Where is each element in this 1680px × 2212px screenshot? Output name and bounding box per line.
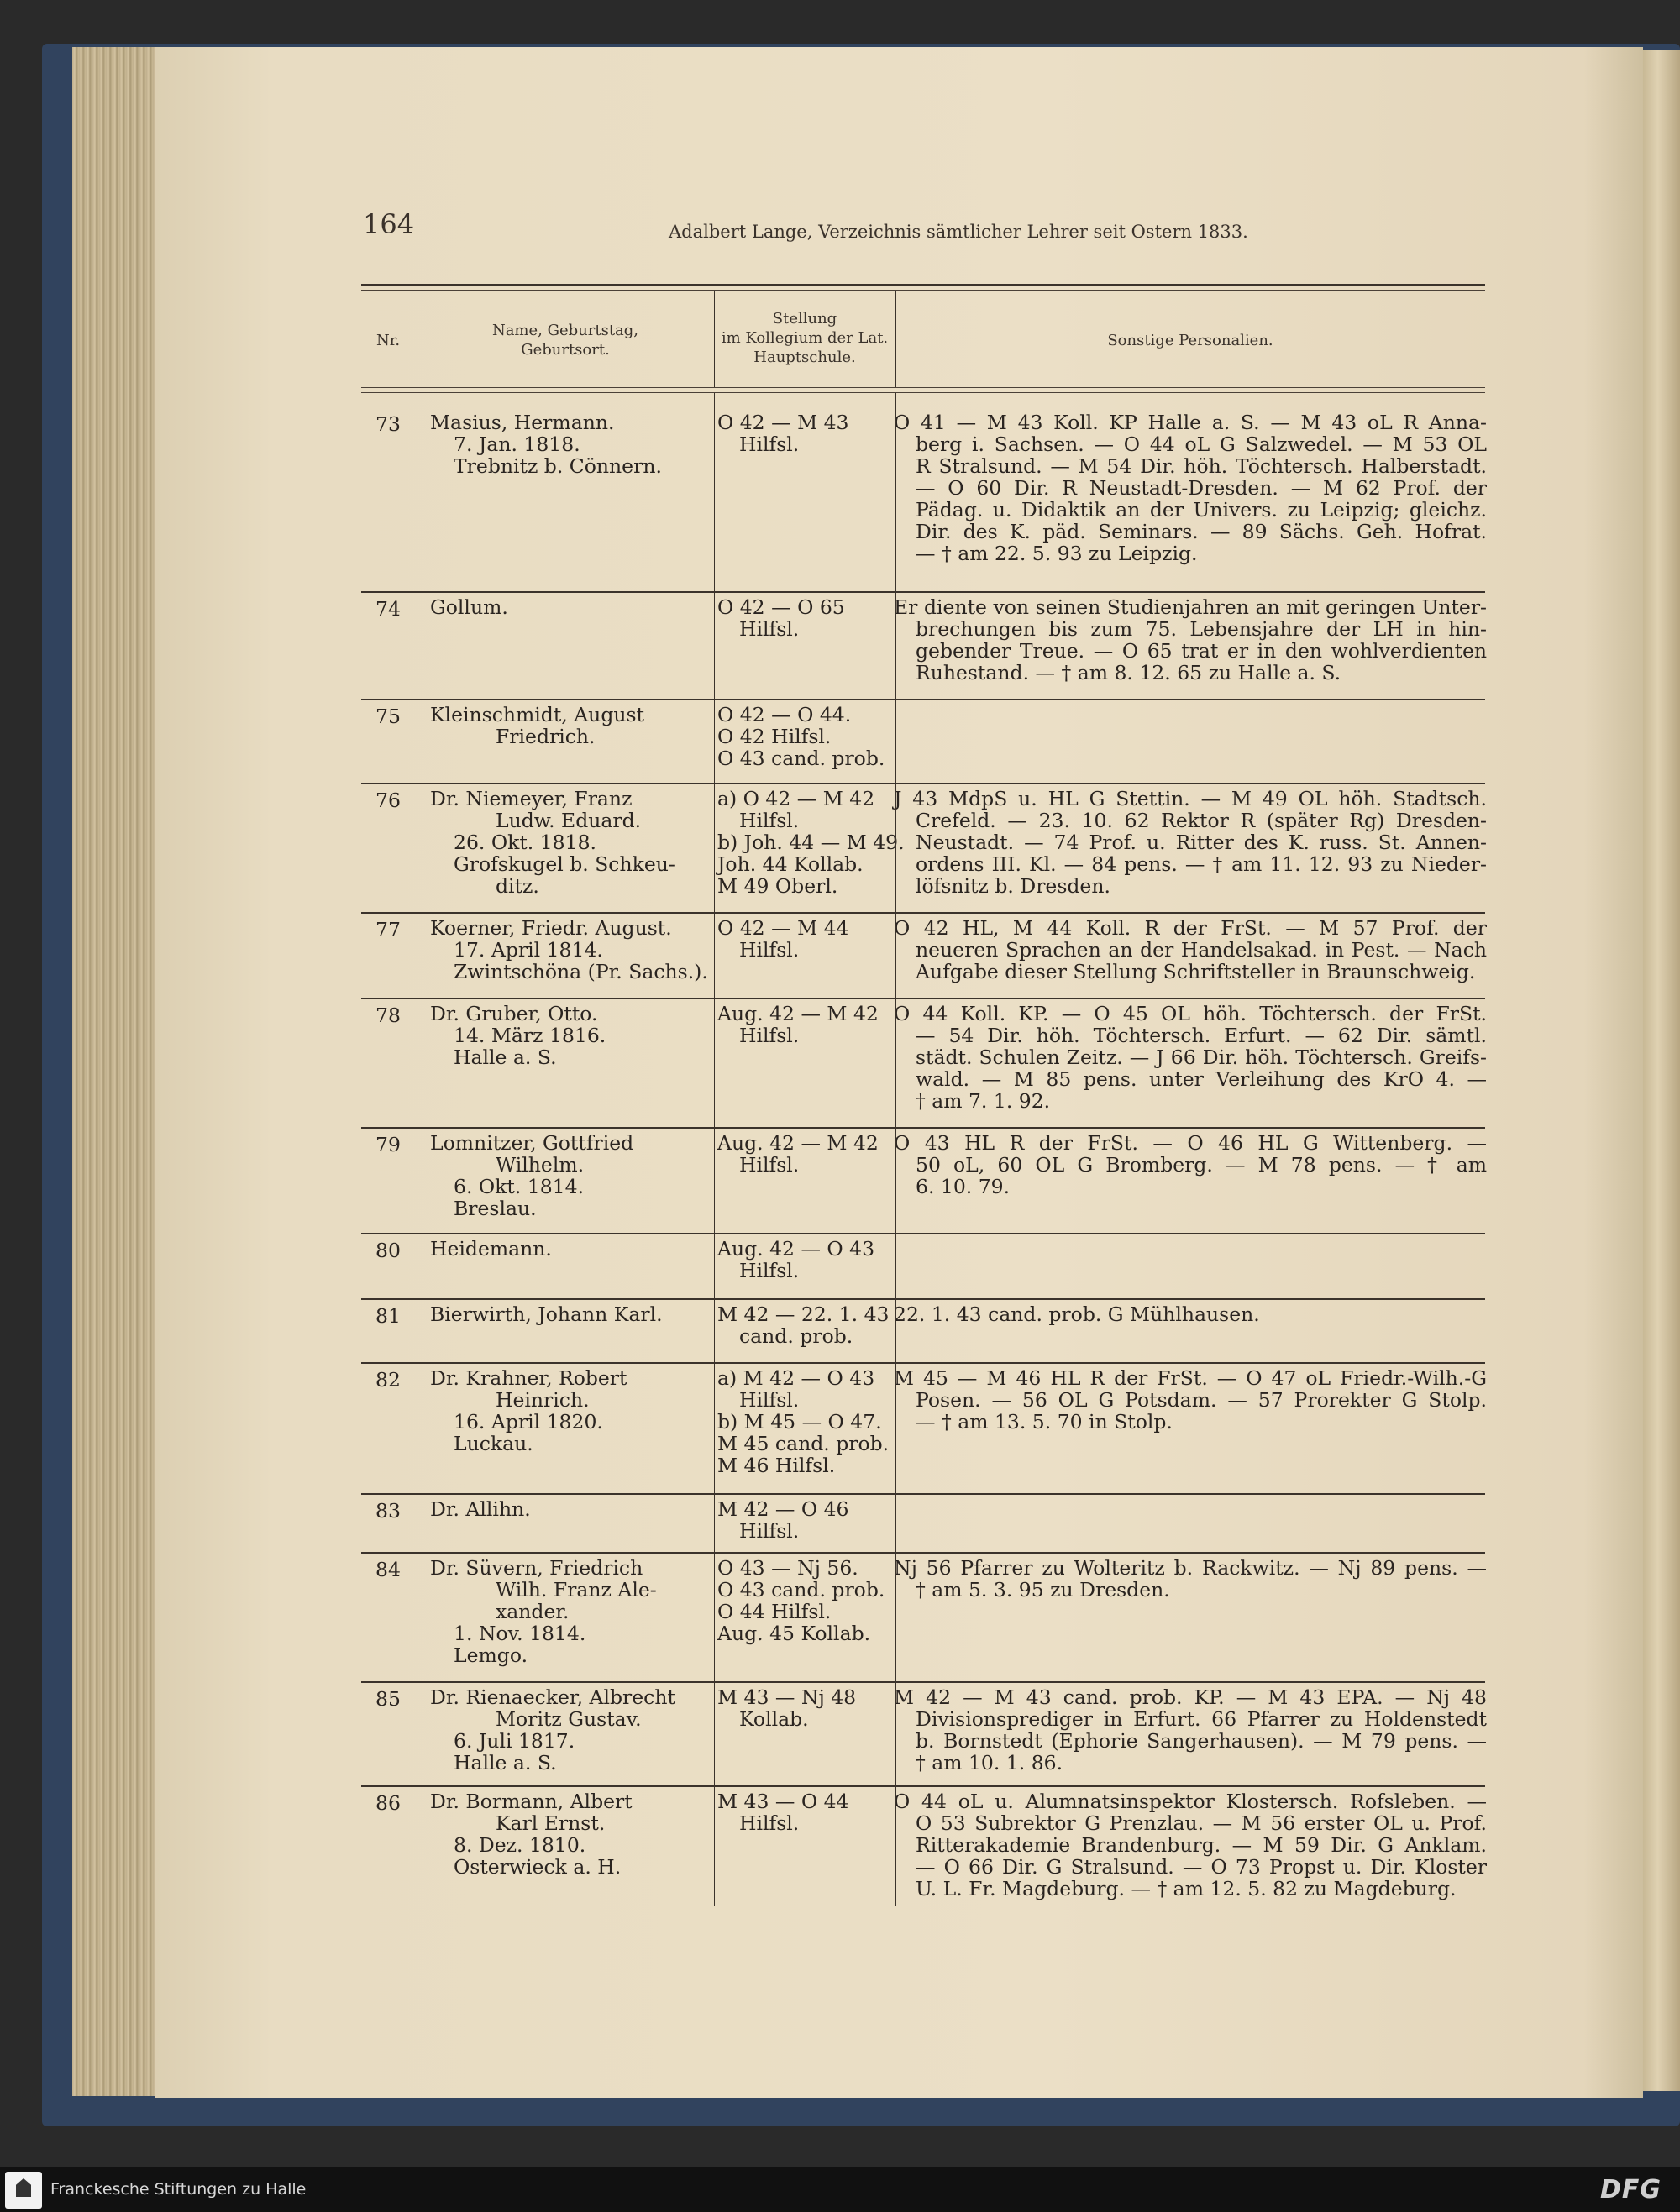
position-line: Aug. 42 — M 42 (717, 1002, 879, 1025)
position-line: O 42 — M 44 (717, 916, 849, 940)
position-line: Aug. 42 — O 43 (717, 1237, 875, 1261)
row-separator (361, 591, 1485, 593)
row-number: 78 (375, 1004, 401, 1027)
teacher-detail-line: Ludw. Eduard. (496, 809, 642, 832)
row-separator (361, 912, 1485, 914)
personal-details-line: O 44 Koll. KP. — O 45 OL höh. Töchtersch. der FrSt. (894, 1002, 1487, 1025)
table-top-rule (361, 284, 1485, 286)
teacher-detail-line: xander. (496, 1600, 570, 1623)
teacher-name: Koerner, Friedr. August. (430, 916, 672, 940)
footer-institution[interactable]: Franckesche Stiftungen zu Halle (50, 2180, 307, 2199)
teacher-name-cell (430, 1367, 707, 1455)
teacher-name-cell (430, 917, 707, 983)
header-bottom-rule-thin (361, 387, 1485, 388)
personal-details-line: brechungen bis zum 75. Lebensjahre der LH in hin- (916, 617, 1487, 641)
row-number: 82 (375, 1368, 401, 1392)
teacher-detail-line: Osterwieck a. H. (454, 1855, 622, 1879)
teacher-name-cell (430, 1132, 707, 1219)
position-line: O 42 — M 43 (717, 411, 849, 434)
header-stellung-line-3: Hauptschule. (753, 349, 856, 366)
personal-details-line: — O 60 Dir. R Neustadt-Dresden. — M 62 Prof. der (916, 476, 1487, 500)
row-separator (361, 998, 1485, 999)
teacher-name-cell (430, 1557, 707, 1666)
teacher-name-cell (430, 1238, 707, 1260)
personal-details-line: Neustadt. — 74 Prof. u. Ritter des K. russ. St. Annen- (916, 831, 1487, 854)
column-divider-3 (895, 393, 896, 1906)
teacher-detail-line: 14. März 1816. (454, 1024, 606, 1047)
personal-details-cell (894, 1003, 1487, 1112)
position-line: M 42 — 22. 1. 43 (717, 1303, 890, 1326)
position-line: Hilfsl. (739, 1388, 800, 1412)
position-cell (717, 917, 894, 961)
personal-details-cell (894, 1686, 1487, 1774)
position-line: a) O 42 — M 42 (717, 787, 875, 810)
personal-details-line: berg i. Sachsen. — O 44 oL G Salzwedel. — M 53 OL (916, 432, 1487, 456)
teacher-name: Masius, Hermann. (430, 411, 615, 434)
personal-details-line: Dir. des K. päd. Seminars. — 89 Sächs. Geh. Hofrat. (916, 520, 1487, 543)
teacher-name: Heidemann. (430, 1237, 552, 1261)
row-separator (361, 1493, 1485, 1495)
position-line: Hilfsl. (739, 938, 800, 962)
header-name-line-2: Geburtsort. (521, 341, 610, 359)
row-separator (361, 1681, 1485, 1683)
teacher-detail-line: Trebnitz b. Cönnern. (454, 454, 662, 478)
teacher-name: Bierwirth, Johann Karl. (430, 1303, 663, 1326)
teacher-detail-line: 17. April 1814. (454, 938, 603, 962)
personal-details-cell (894, 411, 1487, 564)
header-stellung-line-2: im Kollegium der Lat. (721, 329, 889, 347)
teacher-name: Lomnitzer, Gottfried (430, 1131, 634, 1155)
position-cell (717, 1790, 894, 1834)
personal-details-line: b. Bornstedt (Ephorie Sangerhausen). — M 79 pens. — (916, 1729, 1487, 1753)
position-cell (717, 1132, 894, 1176)
position-line: O 43 cand. prob. (717, 747, 885, 770)
column-divider-2 (714, 393, 715, 1906)
row-number: 75 (375, 705, 401, 728)
personal-details-line: Nj 56 Pfarrer zu Wolteritz b. Rackwitz. — Nj 89 pens. — (894, 1556, 1487, 1580)
personal-details-line: Crefeld. — 23. 10. 62 Rektor R (später Rg) Dresden- (916, 809, 1487, 832)
row-separator (361, 1552, 1485, 1554)
teacher-detail-line: 6. Juli 1817. (454, 1729, 575, 1753)
personal-details-line: Posen. — 56 OL G Potsdam. — 57 Prorekter G Stolp. (916, 1388, 1487, 1412)
personal-details-line: — † am 22. 5. 93 zu Leipzig. (916, 542, 1198, 565)
position-line: Aug. 45 Kollab. (717, 1622, 871, 1645)
teacher-name-cell (430, 788, 707, 897)
position-cell (717, 1686, 894, 1730)
position-line: a) M 42 — O 43 (717, 1366, 875, 1390)
personal-details-line: Ruhestand. — † am 8. 12. 65 zu Halle a. S. (916, 661, 1341, 684)
position-line: b) Joh. 44 — M 49. (717, 831, 905, 854)
position-line: b) M 45 — O 47. (717, 1410, 882, 1434)
personal-details-line: O 53 Subrektor G Prenzlau. — M 56 erster OL u. Prof. (916, 1811, 1487, 1835)
teacher-name-cell (430, 704, 707, 747)
personal-details-line: † am 10. 1. 86. (916, 1751, 1063, 1774)
teacher-detail-line: Halle a. S. (454, 1046, 557, 1069)
next-page-edge (1643, 50, 1680, 2091)
row-separator (361, 783, 1485, 784)
teacher-detail-line: Breslau. (454, 1197, 537, 1220)
position-line: O 43 cand. prob. (717, 1578, 885, 1601)
position-cell (717, 1003, 894, 1046)
position-cell (717, 1498, 894, 1542)
position-line: Hilfsl. (739, 1259, 800, 1282)
row-number: 83 (375, 1499, 401, 1523)
position-cell (717, 704, 894, 769)
personal-details-line: Pädag. u. Didaktik an der Univers. zu Leipzig; gleichz. (916, 498, 1487, 522)
row-number: 79 (375, 1133, 401, 1156)
teacher-name-cell (430, 1303, 707, 1325)
personal-details-cell (894, 1790, 1487, 1900)
personal-details-line: O 42 HL, M 44 Koll. R der FrSt. — M 57 Prof. der (894, 916, 1487, 940)
teacher-name: Dr. Gruber, Otto. (430, 1002, 598, 1025)
header-stellung-line-1: Stellung (772, 310, 837, 328)
personal-details-line: O 43 HL R der FrSt. — O 46 HL G Wittenberg. — (894, 1131, 1487, 1155)
teacher-detail-line: Moritz Gustav. (496, 1707, 642, 1731)
teacher-detail-line: 1. Nov. 1814. (454, 1622, 586, 1645)
teacher-register-table (361, 284, 1485, 1906)
personal-details-line: U. L. Fr. Magdeburg. — † am 12. 5. 82 zu Magdeburg. (916, 1877, 1457, 1900)
teacher-name: Dr. Allihn. (430, 1497, 531, 1521)
teacher-name-cell (430, 1003, 707, 1068)
position-line: M 46 Hilfsl. (717, 1454, 836, 1477)
header-name-line-1: Name, Geburtstag, (491, 322, 639, 339)
header-name (417, 321, 714, 359)
teacher-name-cell (430, 1686, 707, 1774)
header-divider-3 (895, 291, 896, 387)
position-cell (717, 1367, 894, 1476)
teacher-detail-line: Karl Ernst. (496, 1811, 606, 1835)
personal-details-cell (894, 1303, 1487, 1325)
personal-details-line: M 42 — M 43 cand. prob. KP. — M 43 EPA. — Nj 48 (894, 1685, 1487, 1709)
row-number: 74 (375, 597, 401, 621)
personal-details-line: Aufgabe dieser Stellung Schriftsteller in Braunschweig. (916, 960, 1476, 983)
personal-details-line: — 54 Dir. höh. Töchtersch. Erfurt. — 62 Dir. sämtl. (916, 1024, 1487, 1047)
personal-details-line: J 43 MdpS u. HL G Stettin. — M 49 OL höh. Stadtsch. (894, 787, 1487, 810)
position-cell (717, 596, 894, 640)
table-top-rule-thin (361, 290, 1485, 291)
position-cell (717, 411, 894, 455)
header-divider-2 (714, 291, 715, 387)
personal-details-line: — † am 13. 5. 70 in Stolp. (916, 1410, 1173, 1434)
position-line: O 42 Hilfsl. (717, 725, 832, 748)
teacher-detail-line: Wilh. Franz Ale- (496, 1578, 657, 1601)
personal-details-line: Divisionsprediger in Erfurt. 66 Pfarrer zu Holdenstedt (916, 1707, 1487, 1731)
personal-details-line: löfsnitz b. Dresden. (916, 874, 1110, 898)
row-number: 77 (375, 918, 401, 941)
row-number: 85 (375, 1687, 401, 1711)
teacher-name: Dr. Rienaecker, Albrecht (430, 1685, 675, 1709)
position-cell (717, 1557, 894, 1644)
teacher-name: Gollum. (430, 595, 508, 619)
position-line: Hilfsl. (739, 617, 800, 641)
position-line: Hilfsl. (739, 809, 800, 832)
position-line: O 43 — Nj 56. (717, 1556, 858, 1580)
personal-details-line: O 41 — M 43 Koll. KP Halle a. S. — M 43 oL R Anna- (894, 411, 1487, 434)
personal-details-line: R Stralsund. — M 54 Dir. höh. Töchtersch. Halberstadt. (916, 454, 1487, 478)
header-bottom-rule (361, 392, 1485, 393)
position-line: M 43 — Nj 48 (717, 1685, 857, 1709)
position-line: M 45 cand. prob. (717, 1432, 890, 1455)
teacher-detail-line: 6. Okt. 1814. (454, 1175, 585, 1198)
teacher-name-cell (430, 1498, 707, 1520)
teacher-detail-line: Grofskugel b. Schkeu- (454, 852, 675, 876)
personal-details-line: 22. 1. 43 cand. prob. G Mühlhausen. (894, 1303, 1260, 1326)
personal-details-line: Er diente von seinen Studienjahren an mit geringen Unter- (894, 595, 1487, 619)
personal-details-cell (894, 917, 1487, 983)
position-line: M 43 — O 44 (717, 1790, 849, 1813)
personal-details-cell (894, 596, 1487, 684)
teacher-detail-line: Halle a. S. (454, 1751, 557, 1774)
personal-details-line: † am 7. 1. 92. (916, 1089, 1051, 1113)
position-line: Hilfsl. (739, 432, 800, 456)
page-edges (72, 47, 158, 2096)
position-cell (717, 787, 905, 898)
row-number: 86 (375, 1791, 401, 1815)
position-line: M 49 Oberl. (717, 874, 838, 898)
teacher-detail-line: 16. April 1820. (454, 1410, 603, 1434)
personal-details-line: neueren Sprachen an der Handelsakad. in Pest. — Nach (916, 938, 1487, 962)
teacher-detail-line: 8. Dez. 1810. (454, 1833, 586, 1857)
header-nr: Nr. (375, 332, 401, 349)
position-line: Hilfsl. (739, 1519, 800, 1543)
position-cell (717, 1303, 894, 1347)
personal-details-line: M 45 — M 46 HL R der FrSt. — O 47 oL Friedr.-Wilh.-G (894, 1366, 1487, 1390)
row-separator (361, 1127, 1485, 1129)
personal-details-line: Ritterakademie Brandenburg. — M 59 Dir. G Anklam. (916, 1833, 1487, 1857)
row-number: 80 (375, 1239, 401, 1262)
teacher-name: Dr. Süvern, Friedrich (430, 1556, 643, 1580)
personal-details-line: gebender Treue. — O 65 trat er in den wohlverdienten (916, 639, 1487, 663)
row-number: 73 (375, 412, 401, 436)
teacher-detail-line: Zwintschöna (Pr. Sachs.). (454, 960, 708, 983)
header-stellung (714, 309, 895, 367)
position-line: O 42 — O 65 (717, 595, 845, 619)
row-separator (361, 699, 1485, 700)
personal-details-line: O 44 oL u. Alumnatsinspektor Klostersch. Rofsleben. — (894, 1790, 1487, 1813)
position-line: Hilfsl. (739, 1153, 800, 1177)
personal-details-line: — O 66 Dir. G Stralsund. — O 73 Propst u. Dir. Kloster (916, 1855, 1487, 1879)
institution-logo-icon (5, 2172, 42, 2209)
personal-details-line: ordens III. Kl. — 84 pens. — † am 11. 12. 93 zu Nieder- (916, 852, 1487, 876)
position-line: O 44 Hilfsl. (717, 1600, 832, 1623)
personal-details-cell (894, 1132, 1487, 1198)
teacher-detail-line: ditz. (496, 874, 539, 898)
personal-details-line: † am 5. 3. 95 zu Dresden. (916, 1578, 1170, 1601)
personal-details-line: wald. — M 85 pens. unter Verleihung des KrO 4. — (916, 1067, 1487, 1091)
teacher-name: Dr. Krahner, Robert (430, 1366, 627, 1390)
teacher-detail-line: 7. Jan. 1818. (454, 432, 580, 456)
personal-details-cell (894, 1557, 1487, 1601)
page-number: 164 (363, 208, 415, 240)
position-line: Hilfsl. (739, 1024, 800, 1047)
position-line: O 42 — O 44. (717, 703, 852, 726)
row-number: 81 (375, 1304, 401, 1328)
position-line: cand. prob. (739, 1324, 853, 1348)
personal-details-cell (894, 788, 1487, 897)
row-separator (361, 1362, 1485, 1364)
teacher-detail-line: Luckau. (454, 1432, 533, 1455)
position-line: M 42 — O 46 (717, 1497, 849, 1521)
teacher-detail-line: Lemgo. (454, 1643, 528, 1667)
position-line: Joh. 44 Kollab. (717, 852, 864, 876)
teacher-name: Dr. Niemeyer, Franz (430, 787, 633, 810)
teacher-name-cell (430, 411, 707, 477)
position-line: Aug. 42 — M 42 (717, 1131, 879, 1155)
personal-details-line: 50 oL, 60 OL G Bromberg. — M 78 pens. — † am (916, 1153, 1487, 1177)
header-sonstige: Sonstige Personalien. (1107, 332, 1273, 349)
row-number: 76 (375, 789, 401, 812)
position-cell (717, 1238, 894, 1282)
teacher-detail-line: 26. Okt. 1818. (454, 831, 597, 854)
position-line: Hilfsl. (739, 1811, 800, 1835)
teacher-name-cell (430, 1790, 707, 1878)
running-head: Adalbert Lange, Verzeichnis sämtlicher Lehrer seit Ostern 1833. (669, 222, 1248, 242)
row-number: 84 (375, 1558, 401, 1581)
position-line: Kollab. (739, 1707, 809, 1731)
teacher-name: Kleinschmidt, August (430, 703, 645, 726)
personal-details-cell (894, 1367, 1487, 1433)
teacher-detail-line: Heinrich. (496, 1388, 590, 1412)
personal-details-line: städt. Schulen Zeitz. — J 66 Dir. höh. Töchtersch. Greifs- (916, 1046, 1487, 1069)
row-separator (361, 1298, 1485, 1300)
teacher-name-cell (430, 596, 707, 618)
row-separator (361, 1785, 1485, 1787)
teacher-detail-line: Friedrich. (496, 725, 596, 748)
teacher-name: Dr. Bormann, Albert (430, 1790, 633, 1813)
personal-details-line: 6. 10. 79. (916, 1175, 1011, 1198)
footer-dfg-logo[interactable]: DFG (1599, 2175, 1662, 2204)
row-separator (361, 1233, 1485, 1234)
teacher-detail-line: Wilhelm. (496, 1153, 585, 1177)
